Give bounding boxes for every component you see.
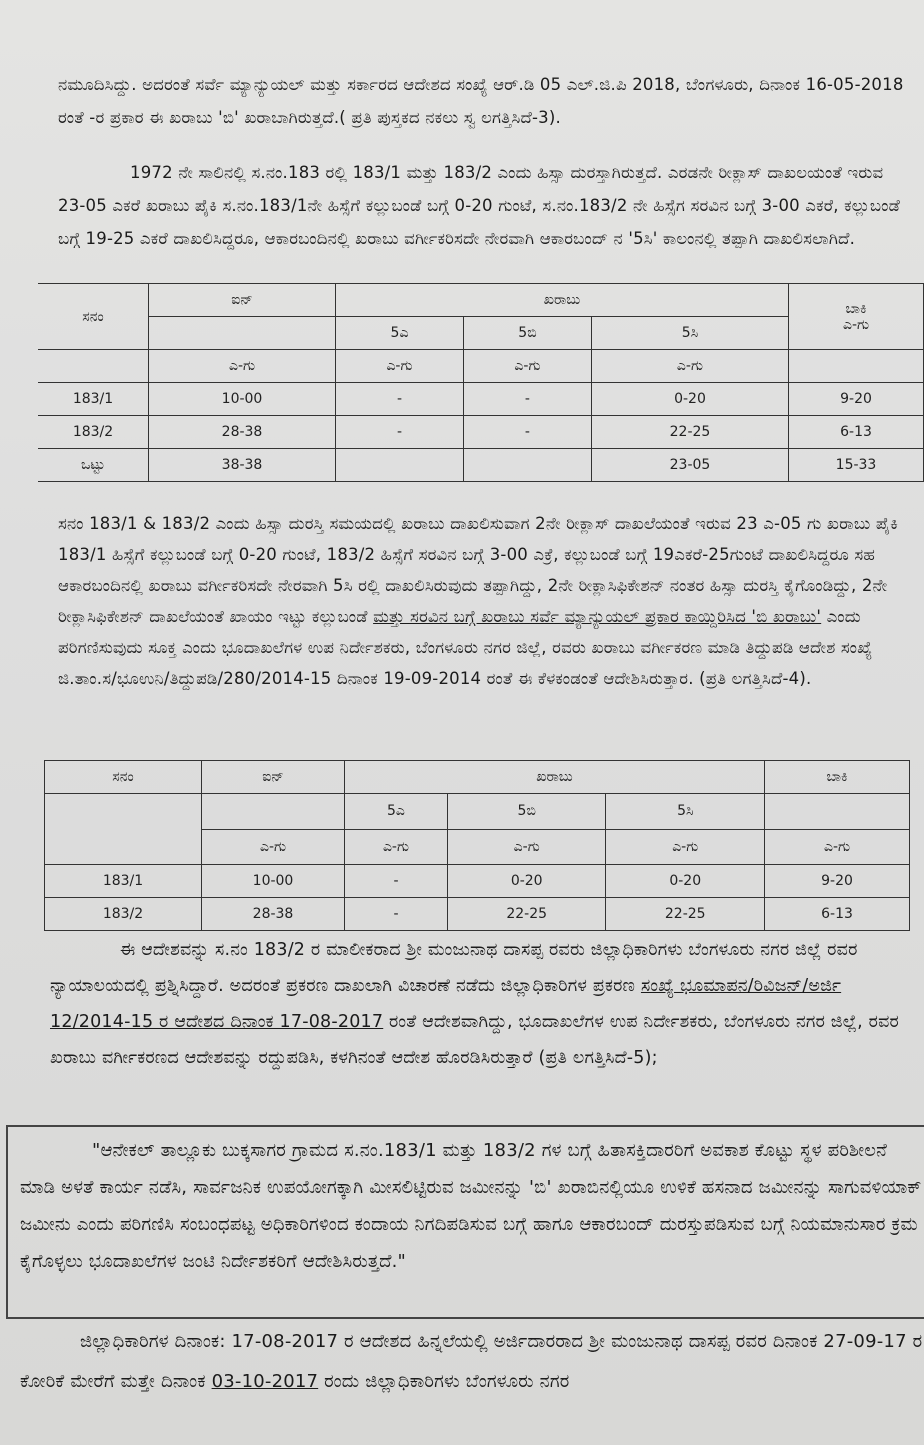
quoted-order-text	[20, 1132, 924, 1280]
cell-sanam: 183/2	[45, 898, 202, 931]
header-5b: 5ಬಿ	[447, 794, 606, 830]
unit-cell: ಎ-ಗು	[149, 350, 336, 383]
paragraph-text: ಸನಂ 183/1 & 183/2 ಎಂದು ಹಿಸ್ಸಾ ದುರಸ್ತಿ ಸಮಯದಲ್ಲಿ ಖರಾಬು ದಾಖಲಿಸುವಾಗ 2ನೇ ರೀಕ್ಲಾಸ್ ದಾಖಲೆಯಂತೆ ಇರುವ 23 ಎ-05 ಗು ಖರಾಬು ಪೈಕಿ 183/1 ಹಿಸ್ಸೆಗೆ ಕಲ್ಲುಬಂಡೆ ಬಗ್ಗೆ 0-20 ಗುಂಟೆ, 183/2 ಹಿಸ್ಸೆಗೆ ಸರವಿನ ಬಗ್ಗೆ 3-00 ಎಕ್ರೆ, ಕಲ್ಲುಬಂಡೆ ಬಗ್ಗೆ 19ಎಕರೆ-25ಗುಂಟೆ ದಾಖಲಿಸಿದ್ದರೂ ಸಹ ಆಕಾರಬಂದಿನಲ್ಲಿ ಖರಾಬು ವರ್ಗೀಕರಿಸದೇ ನೇರವಾಗಿ 5ಸಿ ರಲ್ಲಿ ದಾಖಲಿಸಿರುವುದು ತಪ್ಪಾಗಿದ್ದು, 2ನೇ ರೀಕ್ಲಾಸಿಫಿಕೇಶನ್ ನಂತರ ಹಿಸ್ಸಾ ದುರಸ್ತಿ ಕೈಗೊಂಡಿದ್ದು, 2ನೇ ರೀಕ್ಲಾಸಿಫಿಕೇಶನ್ ದಾಖಲೆಯಂತೆ ಖಾಯಂ ಇಟ್ಟು ಕಲ್ಲುಬಂಡೆ	[58, 514, 899, 626]
paragraph-text: ಈ ಆದೇಶವನ್ನು ಸ.ನಂ 183/2 ರ ಮಾಲೀಕರಾದ ಶ್ರೀ ಮಂಜುನಾಥ ದಾಸಪ್ಪ ರವರು ಜಿಲ್ಲಾಧಿಕಾರಿಗಳು ಬೆಂಗಳೂರು ನಗರ ಜಿಲ್ಲೆ ರವರ ನ್ಯಾಯಾಲಯದಲ್ಲಿ ಪ್ರಶ್ನಿಸಿದ್ದಾರೆ. ಅದರಂತೆ ಪ್ರಕರಣ ದಾಖಲಾಗಿ ವಿಚಾರಣೆ ನಡೆದು ಜಿಲ್ಲಾಧಿಕಾರಿಗಳ ಪ್ರಕರಣ	[50, 940, 858, 996]
cell-baki: 9-20	[789, 383, 924, 416]
cell-ain: 28-38	[202, 898, 345, 931]
paragraph-text: "ಆನೇಕಲ್ ತಾಲ್ಲೂಕು ಬುಕ್ಕಸಾಗರ ಗ್ರಾಮದ ಸ.ನಂ.183/1 ಮತ್ತು 183/2 ಗಳ ಬಗ್ಗೆ ಹಿತಾಸಕ್ತಿದಾರರಿಗೆ ಅವಕಾಶ ಕೊಟ್ಟು ಸ್ಥಳ ಪರಿಶೀಲನೆ ಮಾಡಿ ಅಳತೆ ಕಾರ್ಯ ನಡೆಸಿ, ಸಾರ್ವಜನಿಕ ಉಪಯೋಗಕ್ಕಾಗಿ ಮೀಸಲಿಟ್ಟಿರುವ ಜಮೀನನ್ನು 'ಬಿ' ಖರಾಬಿನಲ್ಲಿಯೂ ಉಳಿಕೆ ಹಸನಾದ ಜಮೀನನ್ನು ಸಾಗುವಳಿಯಾಕ್ ಜಮೀನು ಎಂದು ಪರಿಗಣಿಸಿ ಸಂಬಂಧಪಟ್ಟ ಅಧಿಕಾರಿಗಳಿಂದ ಕಂದಾಯ ನಿಗದಿಪಡಿಸುವ ಬಗ್ಗೆ ಹಾಗೂ ಆಕಾರಬಂದ್ ದುರಸ್ತುಪಡಿಸುವ ಬಗ್ಗೆ ನಿಯಮಾನುಸಾರ ಕ್ರಮ ಕೈಗೊಳ್ಳಲು ಭೂದಾಖಲೆಗಳ ಜಂಟಿ ನಿರ್ದೇಶಕರಿಗೆ ಆದೇಶಿಸಿರುತ್ತದೆ."	[20, 1140, 922, 1272]
cell-5b: 22-25	[447, 898, 606, 931]
cell-sanam: ಒಟ್ಟು	[38, 449, 149, 482]
cell-sanam: 183/1	[45, 865, 202, 898]
cell-5b	[463, 449, 591, 482]
underlined-text: ಸಂಖ್ಯೆ ಭೂಮಾಪನ/ರಿವಿಜನ್/ಅರ್ಜಿ 12/2014-15 ರ ಆದೇಶದ ದಿನಾಂಕ 17-08-2017	[50, 976, 842, 1032]
cell-5c: 23-05	[591, 449, 788, 482]
unit-cell: ಎ-ಗು	[336, 350, 464, 383]
kharabu-table-1	[38, 283, 924, 482]
header-baki	[789, 284, 924, 350]
cell-5a: -	[345, 865, 448, 898]
underlined-date: 03-10-2017	[211, 1371, 319, 1392]
header-5a: 5ಎ	[345, 794, 448, 830]
unit-cell: ಎ-ಗು	[765, 829, 910, 865]
paragraph-hissa-durasti	[58, 508, 916, 694]
unit-cell: ಎ-ಗು	[606, 829, 765, 865]
cell-5a: -	[336, 416, 464, 449]
cell-sanam: 183/2	[38, 416, 149, 449]
cell-5b: -	[463, 416, 591, 449]
paragraph-text: ರಂದು ಜಿಲ್ಲಾಧಿಕಾರಿಗಳು ಬೆಂಗಳೂರು ನಗರ	[324, 1371, 570, 1392]
unit-cell: ಎ-ಗು	[345, 829, 448, 865]
cell-ain: 28-38	[149, 416, 336, 449]
header-sanam: ಸನಂ	[45, 761, 202, 794]
cell-5b: 0-20	[447, 865, 606, 898]
cell-baki: 6-13	[789, 416, 924, 449]
cell-5c: 22-25	[591, 416, 788, 449]
cell-5c: 0-20	[606, 865, 765, 898]
cell-5a	[336, 449, 464, 482]
paragraph-text: ರಂತೆ ಆದೇಶವಾಗಿದ್ದು, ಭೂದಾಖಲೆಗಳ ಉಪ ನಿರ್ದೇಶಕರು, ಬೆಂಗಳೂರು ನಗರ ಜಿಲ್ಲೆ, ರವರ ಖರಾಬು ವರ್ಗೀಕರಣದ ಆದೇಶವನ್ನು ರದ್ದುಪಡಿಸಿ, ಕಳಗಿನಂತೆ ಆದೇಶ ಹೊರಡಿಸಿರುತ್ತಾರೆ (ಪ್ರತಿ ಲಗತ್ತಿಸಿದೆ-5);	[50, 1012, 899, 1068]
paragraph-text: ಜಿಲ್ಲಾಧಿಕಾರಿಗಳ ದಿನಾಂಕ: 17-08-2017 ರ ಆದೇಶದ ಹಿನ್ನಲೆಯಲ್ಲಿ ಅರ್ಜಿದಾರರಾದ ಶ್ರೀ ಮಂಜುನಾಥ ದಾಸಪ್ಪ ರವರ ದಿನಾಂಕ 27-09-17 ರ ಕೋರಿಕೆ ಮೇರೆಗೆ ಮತ್ತೇ ದಿನಾಂಕ	[20, 1331, 923, 1392]
header-kharabu: ಖರಾಬು	[336, 284, 789, 317]
table-row	[38, 383, 924, 416]
unit-cell: ಎ-ಗು	[202, 829, 345, 865]
cell-5a: -	[336, 383, 464, 416]
cell-ain: 10-00	[202, 865, 345, 898]
header-5b: 5ಬಿ	[463, 317, 591, 350]
table-row	[45, 865, 910, 898]
table-row	[38, 416, 924, 449]
cell-5a: -	[345, 898, 448, 931]
cell-5c: 22-25	[606, 898, 765, 931]
header-ain: ಐನ್	[202, 761, 345, 794]
cell-5b: -	[463, 383, 591, 416]
header-baki: ಬಾಕಿ	[765, 761, 910, 794]
paragraph-text: ಎಂದು ಪರಿಗಣಿಸುವುದು ಸೂಕ್ತ ಎಂದು ಭೂದಾಖಲೆಗಳ ಉಪ ನಿರ್ದೇಶಕರು, ಬೆಂಗಳೂರು ನಗರ ಜಿಲ್ಲೆ, ರವರು ಖರಾಬು ವರ್ಗೀಕರಣ ಮಾಡಿ ತಿದ್ದುಪಡಿ ಆದೇಶ ಸಂಖ್ಯೆ ಜಿ.ತಾಂ.ಸ/ಭೂಉನಿ/ತಿದ್ದುಪಡಿ/280/2014-15 ದಿನಾಂಕ 19-09-2014 ರಂತೆ ಈ ಕೆಳಕಂಡಂತೆ ಆದೇಶಿಸಿರುತ್ತಾರ. (ಪ್ರತಿ ಲಗತ್ತಿಸಿದೆ-4).	[58, 607, 873, 688]
table-row-total	[38, 449, 924, 482]
underlined-text: ಮತ್ತು ಸರವಿನ ಬಗ್ಗೆ ಖರಾಬು ಸರ್ವೆ ಮ್ಯಾನ್ಯುಯಲ್ ಪ್ರಕಾರ ಕಾಯ್ದಿರಿಸಿದ 'ಬಿ ಖರಾಬು'	[373, 607, 822, 626]
header-5c: 5ಸಿ	[591, 317, 788, 350]
cell-sanam: 183/1	[38, 383, 149, 416]
paragraph-dc-order-followup	[20, 1322, 924, 1402]
header-baki-unit: ಎ-ಗು	[842, 316, 870, 333]
unit-cell: ಎ-ಗು	[447, 829, 606, 865]
paragraph-survey-manual	[58, 68, 916, 134]
unit-cell: ಎ-ಗು	[591, 350, 788, 383]
paragraph-text: 1972 ನೇ ಸಾಲಿನಲ್ಲಿ ಸ.ನಂ.183 ರಲ್ಲಿ 183/1 ಮತ್ತು 183/2 ಎಂದು ಹಿಸ್ಸಾ ದುರಸ್ತಾಗಿರುತ್ತದೆ. ಎರಡನೇ ರೀಕ್ಲಾಸ್ ದಾಖಲಯಂತೆ ಇರುವ 23-05 ಎಕರೆ ಖರಾಬು ಪೈಕಿ ಸ.ನಂ.183/1ನೇ ಹಿಸ್ಸೆಗೆ ಕಲ್ಲುಬಂಡೆ ಬಗ್ಗೆ 0-20 ಗುಂಟೆ, ಸ.ನಂ.183/2 ನೇ ಹಿಸ್ಸೆಗ ಸರವಿನ ಬಗ್ಗೆ 3-00 ಎಕರೆ, ಕಲ್ಲುಬಂಡೆ ಬಗ್ಗೆ 19-25 ಎಕರೆ ದಾಖಲಿಸಿದ್ದರೂ, ಆಕಾರಬಂದಿನಲ್ಲಿ ಖರಾಬು ವರ್ಗೀಕರಿಸದೇ ನೇರವಾಗಿ ಆಕಾರಬಂದ್ ನ '5ಸಿ' ಕಾಲಂನಲ್ಲಿ ತಪ್ಪಾಗಿ ದಾಖಲಿಸಲಾಗಿದೆ.	[58, 163, 900, 248]
header-kharabu: ಖರಾಬು	[345, 761, 765, 794]
cell-baki: 15-33	[789, 449, 924, 482]
header-sanam: ಸನಂ	[38, 284, 149, 350]
header-baki-label: ಬಾಕಿ	[845, 300, 867, 317]
paragraph-1972-hissa	[58, 156, 916, 255]
cell-ain: 38-38	[149, 449, 336, 482]
header-ain: ಐನ್	[149, 284, 336, 317]
paragraph-text: ನಮೂದಿಸಿದ್ದು. ಅದರಂತೆ ಸರ್ವೆ ಮ್ಯಾನ್ಯುಯಲ್ ಮತ್ತು ಸರ್ಕಾರದ ಆದೇಶದ ಸಂಖ್ಯೆ ಆರ್.ಡಿ 05 ಎಲ್.ಜಿ.ಪಿ 2018, ಬೆಂಗಳೂರು, ದಿನಾಂಕ 16-05-2018 ರಂತೆ -ರ ಪ್ರಕಾರ ಈ ಖರಾಬು 'ಬಿ' ಖರಾಬಾಗಿರುತ್ತದೆ.( ಪ್ರತಿ ಪುಸ್ತಕದ ನಕಲು ಸ್ವ ಲಗತ್ತಿಸಿದೆ-3).	[58, 75, 904, 127]
cell-baki: 6-13	[765, 898, 910, 931]
unit-cell: ಎ-ಗು	[463, 350, 591, 383]
paragraph-dc-court	[50, 932, 916, 1076]
header-5c: 5ಸಿ	[606, 794, 765, 830]
kharabu-table-2	[44, 760, 910, 931]
cell-baki: 9-20	[765, 865, 910, 898]
cell-ain: 10-00	[149, 383, 336, 416]
table-row	[45, 898, 910, 931]
cell-5c: 0-20	[591, 383, 788, 416]
header-5a: 5ಎ	[336, 317, 464, 350]
